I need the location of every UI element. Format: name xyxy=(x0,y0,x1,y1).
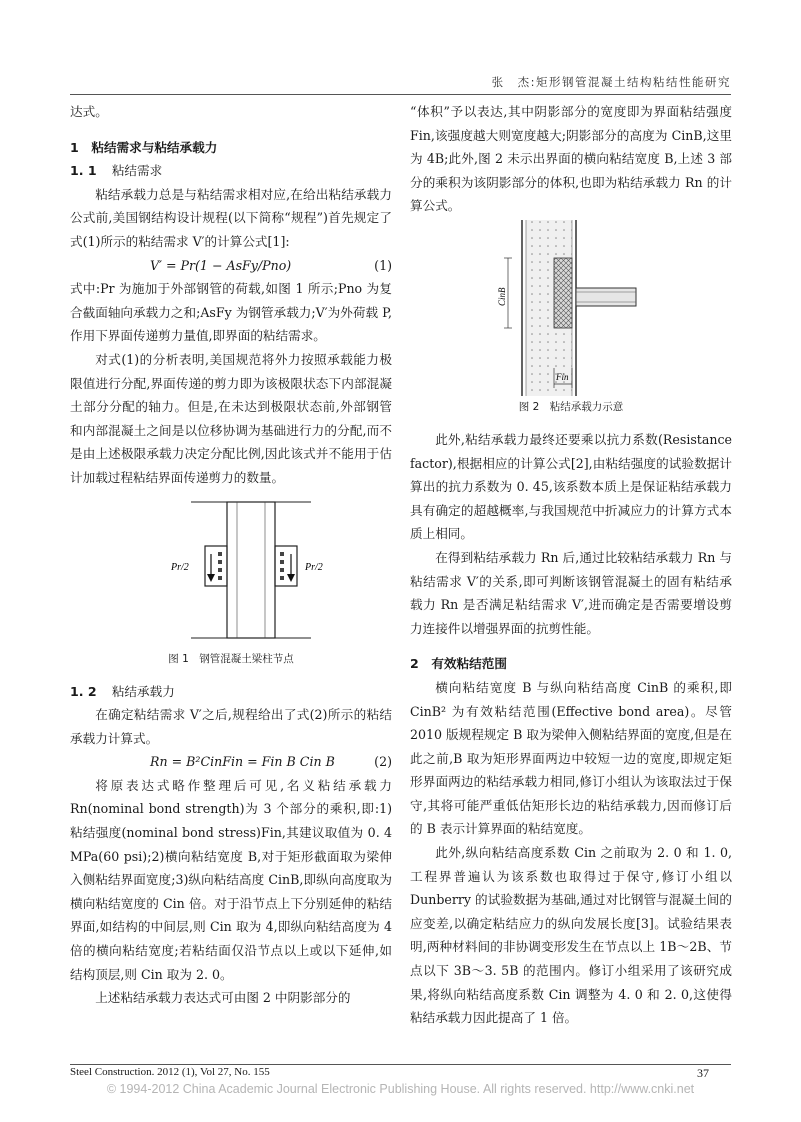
figure-2-diagram xyxy=(496,218,646,398)
figure-1-diagram xyxy=(131,490,331,650)
equation-1-number: (1) xyxy=(374,257,392,273)
footer-rule xyxy=(70,1064,731,1065)
paragraph-7: “体积”予以表达,其中阴影部分的宽度即为界面粘结强度 Fin,该强度越大则宽度越大;阴影部分的高度为 CinB,这里为 4B;此外,图 2 未示出界面的横向粘结宽度 B,上述 3 部分的乘积为该阴影部分的体积,也即为粘结承载力 Rn 的计算公式。 xyxy=(410,104,732,214)
subsection-1-2-title: 粘结承载力 xyxy=(111,683,175,699)
paragraph-11: 此外,纵向粘结高度系数 Cin 之前取为 2. 0 和 1. 0,工程界普遍认为该系数也取得过于保守,修订小组以 Dunberry 的试验数据为基础,通过对比钢管与混凝土间的应变差,以确定粘结应力的纵向发展长度[3]。试验结果表明,两种材料间的非协调变形发生在节点以上 1B～2B、节点以下 3B～3. 5B 的范围内。修订小组采用了该研究成果,将纵向粘结高度系数 Cin 调整为 4. 0 和 2. 0,这使得粘结承载力因此提高了 1 倍。 xyxy=(410,845,732,1026)
equation-2 xyxy=(70,750,392,774)
header-rule xyxy=(70,94,731,95)
paragraph-4: 在确定粘结需求 V′之后,规程给出了式(2)所示的粘结承载力计算式。 xyxy=(70,707,392,746)
figure-2-height-label: CinB xyxy=(497,287,507,306)
figure-2 xyxy=(410,218,732,416)
paragraph-10: 横向粘结宽度 B 与纵向粘结高度 CinB 的乘积,即 CinB² 为有效粘结范围(Effective bond area)。尽管 2010 版规程规定 B 取为梁伸入侧粘结界面的宽度,但是在此之前,B 取为矩形界面两边中较短一边的宽度,即规定矩形界面两边的粘结承载力相同,修订小组认为该取法过于保守,其将可能严重低估矩形长边的粘结承载力,因而修订后的 B 表示计算界面的粘结宽度。 xyxy=(410,679,732,837)
right-column xyxy=(410,100,732,1030)
left-column xyxy=(70,100,392,1010)
figure-1-load-right: Pr/2 xyxy=(305,561,323,573)
subsection-1-2-number: 1. 2 xyxy=(70,683,97,699)
figure-2-caption: 图 2 粘结承载力示意 xyxy=(518,400,624,413)
paragraph-5: 将原表达式略作整理后可见,名义粘结承载力 Rn(nominal bond strength)为 3 个部分的乘积,即:1)粘结强度(nominal bond stress)Fin,其建议取值为 0. 4 MPa(60 psi);2)横向粘结宽度 B,对于矩形截面取为梁伸入侧粘结界面宽度;3)纵向粘结高度 CinB,即纵向高度取为横向粘结宽度的 Cin 倍。对于沿节点上下分别延伸的粘结界面,如结构的中间层,则 Cin 取为 4,即纵向粘结高度为 4 倍的横向粘结宽度;若粘结面仅沿节点以上或以下延伸,如结构顶层,则 Cin 取为 2. 0。 xyxy=(70,777,392,982)
subsection-1-2 xyxy=(70,680,392,704)
equation-1 xyxy=(70,254,392,278)
paragraph-1: 粘结承载力总是与粘结需求相对应,在给出粘结承载力公式前,美国钢结构设计规程(以下简称“规程”)首先规定了式(1)所示的粘结需求 V′的计算公式[1]: xyxy=(70,186,392,249)
subsection-1-1-title: 粘结需求 xyxy=(111,163,163,179)
journal-citation: Steel Construction. 2012 (1), Vol 27, No. 155 xyxy=(70,1066,270,1078)
paragraph-3: 对式(1)的分析表明,美国规范将外力按照承载能力极限值进行分配,界面传递的剪力即为该极限状态下内部混凝土部分分配的轴力。但是,在未达到极限状态前,外部钢管和内部混凝土之间是以位移协调为基础进行力的分配,而不是由上述极限承载力决定分配比例,因此该式并不能用于估计加载过程粘结界面传递剪力的数量。 xyxy=(70,351,392,485)
intro-tail: 达式。 xyxy=(70,104,108,119)
paragraph-6: 上述粘结承载力表达式可由图 2 中阴影部分的 xyxy=(95,990,351,1006)
section-1-title: 1 粘结需求与粘结承载力 xyxy=(70,139,218,155)
copyright-watermark: © 1994-2012 China Academic Journal Electronic Publishing House. All rights reserved. http://www.cnki.net xyxy=(106,1082,695,1096)
equation-1-body: V′ = Pr(1 − AsFy/Pno) xyxy=(150,257,292,273)
paragraph-9: 在得到粘结承载力 Rn 后,通过比较粘结承载力 Rn 与粘结需求 V′的关系,即可判断该钢管混凝土的固有粘结承载力 Rn 是否满足粘结需求 V′,进而确定是否需要增设剪力连接件以增强界面的抗剪性能。 xyxy=(410,549,732,636)
figure-1-load-left: Pr/2 xyxy=(171,561,189,573)
subsection-1-1 xyxy=(70,159,392,183)
equation-2-number: (2) xyxy=(374,754,392,770)
figure-1-caption: 图 1 钢管混凝土梁柱节点 xyxy=(168,652,294,665)
equation-2-body: Rn = B²CinFin = Fin B Cin B xyxy=(150,754,335,770)
section-2-title: 2 有效粘结范围 xyxy=(410,656,507,672)
running-head: 张 杰:矩形钢管混凝土结构粘结性能研究 xyxy=(491,75,731,89)
paragraph-8: 此外,粘结承载力最终还要乘以抗力系数(Resistance factor),根据相应的计算公式[2],由粘结强度的试验数据计算出的抗力系数为 0. 45,该系数本质上是保证粘结承载力具有确定的超越概率,与我国规范中折减应力的计算方式本质上相同。 xyxy=(410,431,732,542)
figure-2-force-label: Fin xyxy=(556,371,569,382)
paragraph-2: 式中:Pr 为施加于外部钢管的荷载,如图 1 所示;Pno 为复合截面轴向承载力之和;AsFy 为钢管承载力;V′为外荷载 P,作用下界面传递剪力量值,即界面的粘结需求。 xyxy=(70,281,392,344)
subsection-1-1-number: 1. 1 xyxy=(70,163,97,179)
figure-1 xyxy=(70,490,392,668)
page-number: 37 xyxy=(697,1066,709,1080)
